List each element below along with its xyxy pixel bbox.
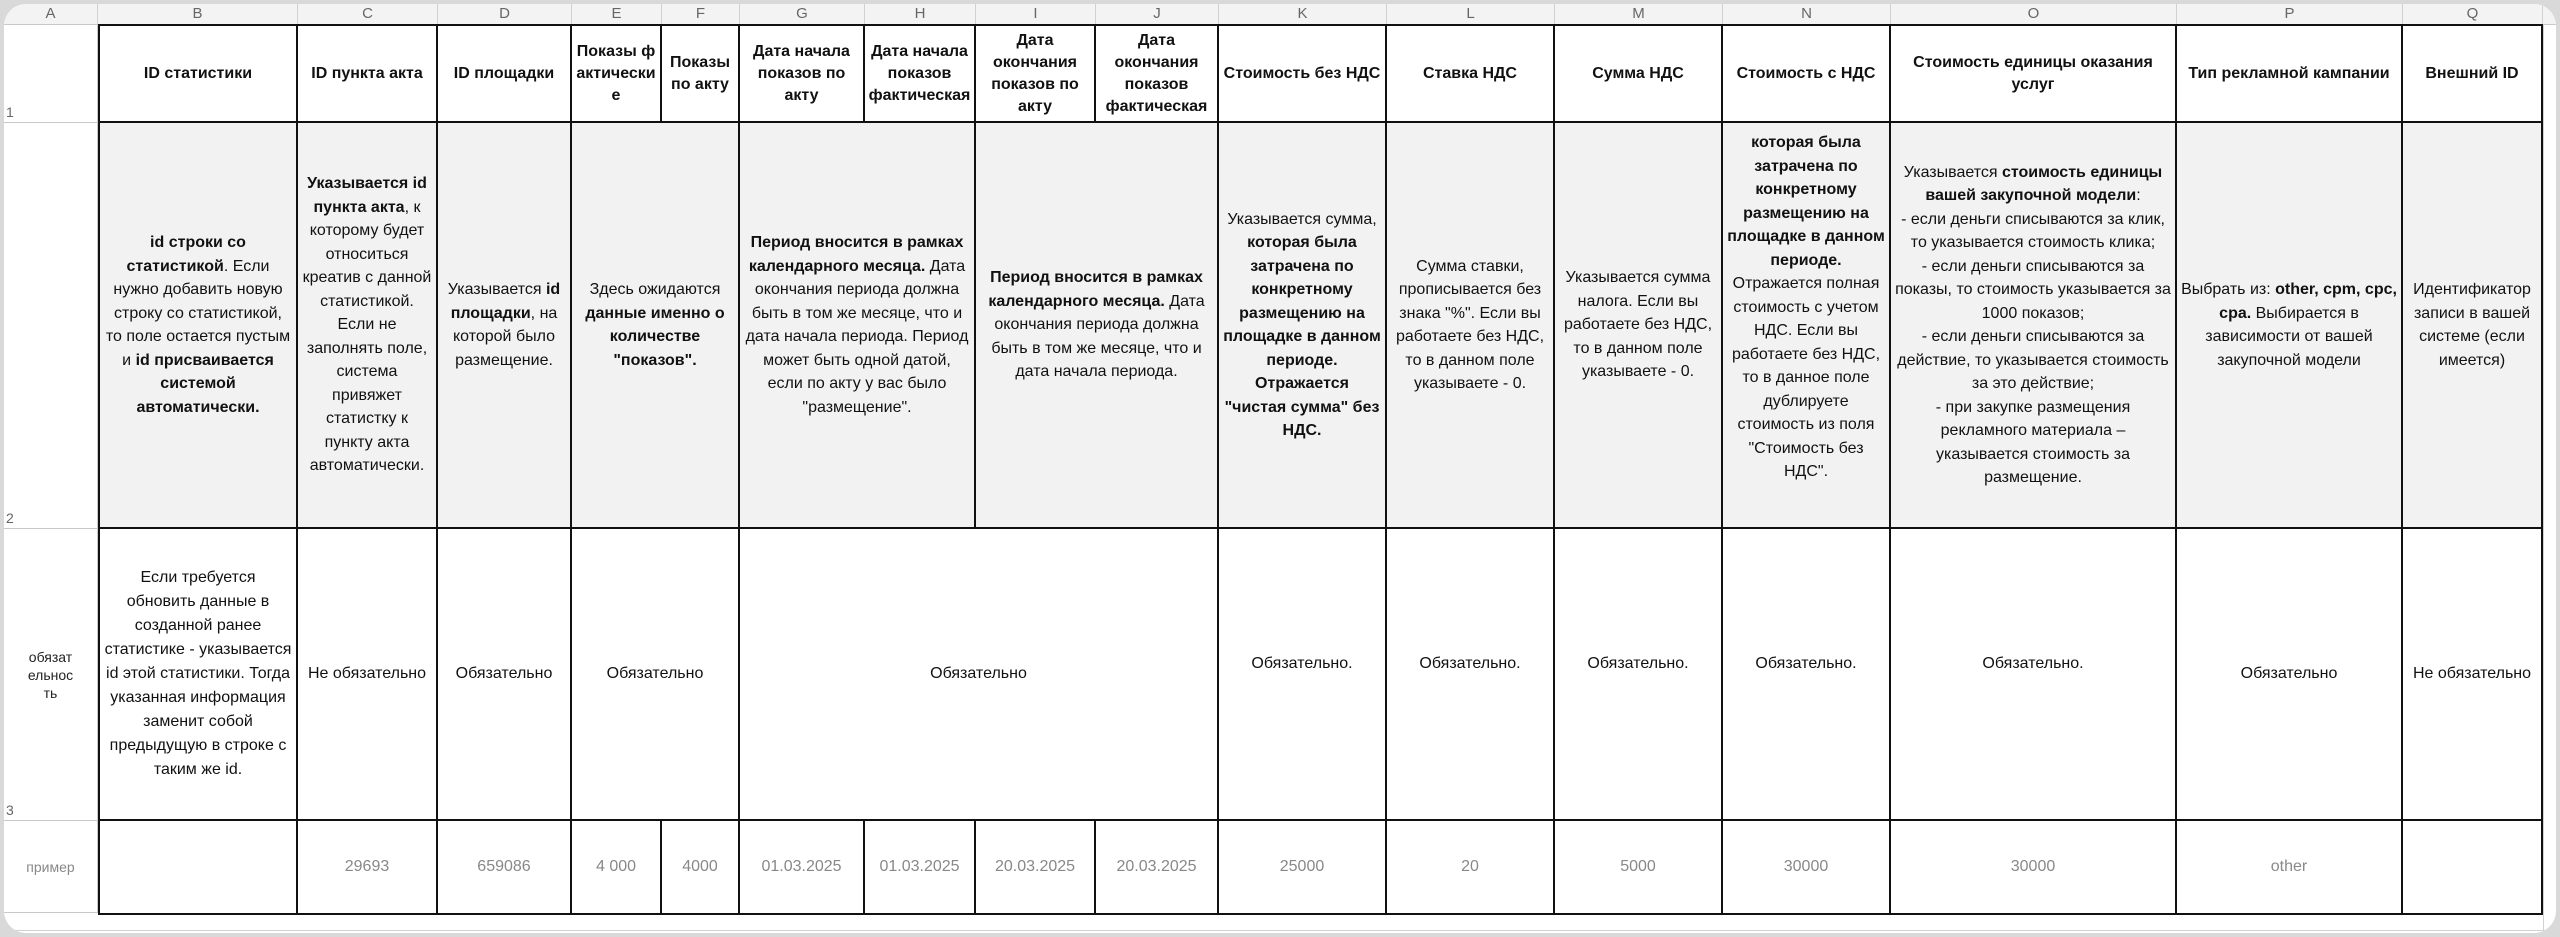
header-vat-rate[interactable]: Ставка НДС <box>1387 26 1555 123</box>
example-end-date-actual[interactable]: 20.03.2025 <box>1096 821 1219 915</box>
desc-text: Указывается <box>447 281 546 298</box>
desc-text: other, cpm, cpc, cpa. <box>2219 281 2397 322</box>
column-header-o[interactable]: O <box>1891 4 2177 24</box>
desc-text: Дата окончания периода должна быть в том же месяце, что и дата начала периода. <box>991 292 1205 381</box>
example-cost-with-vat[interactable]: 30000 <box>1723 821 1891 915</box>
header-id-statistics[interactable]: ID статистики <box>100 26 298 123</box>
column-header-k[interactable]: K <box>1219 4 1387 24</box>
desc-id-act-item[interactable] <box>298 123 438 529</box>
desc-text: Указывается id пункта акта <box>307 175 427 216</box>
column-header-l[interactable]: L <box>1387 4 1555 24</box>
column-header-m[interactable]: M <box>1555 4 1723 24</box>
row-3-header[interactable] <box>4 529 98 821</box>
example-unit-cost[interactable]: 30000 <box>1891 821 2177 915</box>
header-impressions-act[interactable]: Показы по акту <box>662 26 740 123</box>
column-header-f[interactable]: F <box>662 4 740 24</box>
example-cost-without-vat[interactable]: 25000 <box>1219 821 1387 915</box>
column-header-g[interactable]: G <box>740 4 865 24</box>
example-vat-amount[interactable]: 5000 <box>1555 821 1723 915</box>
header-cost-with-vat[interactable]: Стоимость с НДС <box>1723 26 1891 123</box>
required-impressions[interactable]: Обязательно <box>572 529 740 821</box>
desc-text: которая была затрачена по конкретному размещению на площадке в данном периоде. <box>1727 134 1885 269</box>
header-vat-amount[interactable]: Сумма НДС <box>1555 26 1723 123</box>
desc-text: id площадки <box>450 281 561 322</box>
desc-list-item: - при закупке размещения рекламного материала – указывается стоимость за размещение. <box>1935 398 2131 486</box>
required-campaign-type[interactable]: Обязательно <box>2177 529 2403 821</box>
required-dates[interactable]: Обязательно <box>740 529 1219 821</box>
column-header-j[interactable]: J <box>1096 4 1219 24</box>
desc-external-id[interactable]: Идентификатор записи в вашей системе (если имеется) <box>2403 123 2543 529</box>
desc-campaign-type[interactable] <box>2177 123 2403 529</box>
desc-text: Дата окончания периода должна быть в том же месяце, что и дата начала периода. Период может быть одной датой, если по акту у вас было "размещение". <box>745 257 969 416</box>
example-start-date-act[interactable]: 01.03.2025 <box>740 821 865 915</box>
example-campaign-type[interactable]: other <box>2177 821 2403 915</box>
example-id-act-item[interactable]: 29693 <box>298 821 438 915</box>
header-unit-cost[interactable]: Стоимость единицы оказания услуг <box>1891 26 2177 123</box>
desc-end-dates[interactable] <box>976 123 1219 529</box>
required-external-id[interactable]: Не обязательно <box>2403 529 2543 821</box>
desc-text: . Если нужно добавить новую строку со статистикой, то поле остается пустым и <box>105 257 291 369</box>
column-header-c[interactable]: C <box>298 4 438 24</box>
example-end-date-act[interactable]: 20.03.2025 <box>976 821 1096 915</box>
required-row-label: обязательность <box>27 648 74 701</box>
row-number: 2 <box>6 510 14 526</box>
required-id-statistics[interactable]: Если требуется обновить данные в созданной ранее статистике - указывается id этой статистики. Тогда указанная информация заменит собой предыдущую в строке с таким же id. <box>100 529 298 821</box>
desc-id-platform[interactable] <box>438 123 572 529</box>
desc-unit-cost[interactable] <box>1891 123 2177 529</box>
row-1-header[interactable] <box>4 24 98 123</box>
example-external-id[interactable] <box>2403 821 2543 915</box>
row-4-header[interactable] <box>4 821 98 913</box>
desc-text: Период вносится в рамках календарного месяца. <box>988 269 1203 310</box>
header-external-id[interactable]: Внешний ID <box>2403 26 2543 123</box>
example-row-label: пример <box>26 858 75 875</box>
desc-list-item: - если деньги списываются за действие, то указывается стоимость за это действие; <box>1897 328 2169 392</box>
desc-text: Указывается <box>1903 163 2002 181</box>
desc-text: которая была затрачена по конкретному размещению на площадке в данном периоде. Отражается "чистая сумма" без НДС. <box>1223 234 1381 439</box>
desc-vat-rate[interactable]: Сумма ставки, прописывается без знака "%". Если вы работаете без НДС, то в данном поле указываете - 0. <box>1387 123 1555 529</box>
desc-list-item: - если деньги списываются за клик, то указывается стоимость клика; <box>1901 210 2165 251</box>
header-id-act-item[interactable]: ID пункта акта <box>298 26 438 123</box>
required-vat-rate[interactable]: Обязательно. <box>1387 529 1555 821</box>
desc-text: , на которой было размещение. <box>452 304 558 369</box>
desc-cost-without-vat[interactable] <box>1219 123 1387 529</box>
example-id-platform[interactable]: 659086 <box>438 821 572 915</box>
desc-text: Указывается сумма, <box>1227 210 1377 228</box>
required-vat-amount[interactable]: Обязательно. <box>1555 529 1723 821</box>
header-start-date-act[interactable]: Дата начала показов по акту <box>740 26 865 123</box>
desc-text: id присваивается системой автоматически. <box>135 351 274 416</box>
column-header-b[interactable]: B <box>98 4 298 24</box>
column-header-d[interactable]: D <box>438 4 572 24</box>
header-cost-without-vat[interactable]: Стоимость без НДС <box>1219 26 1387 123</box>
desc-text: : <box>2136 187 2141 204</box>
desc-text: Отражается полная стоимость с учетом НДС. Если вы работаете без НДС, то в данное поле дублируете стоимость из поля "Стоимость без НДС". <box>1731 275 1881 480</box>
required-unit-cost[interactable]: Обязательно. <box>1891 529 2177 821</box>
desc-text: Выбрать из: <box>2181 281 2276 298</box>
header-end-date-act[interactable]: Дата окончания показов по акту <box>976 26 1096 123</box>
example-impressions-act[interactable]: 4000 <box>662 821 740 915</box>
desc-start-dates[interactable] <box>740 123 976 529</box>
desc-text: данные именно о количестве "показов". <box>585 304 725 369</box>
desc-list-item: - если деньги списываются за показы, то стоимость указывается за 1000 показов; <box>1895 257 2171 322</box>
required-id-platform[interactable]: Обязательно <box>438 529 572 821</box>
desc-text: , к которому будет относиться креатив с данной статистикой. Если не заполнять поле, система привяжет статистку к пункту акта автоматически. <box>302 198 432 475</box>
required-id-act-item[interactable]: Не обязательно <box>298 529 438 821</box>
row-2-header[interactable] <box>4 123 98 529</box>
required-cost-without-vat[interactable]: Обязательно. <box>1219 529 1387 821</box>
spreadsheet <box>4 4 2556 933</box>
header-campaign-type[interactable]: Тип рекламной кампании <box>2177 26 2403 123</box>
desc-text: Период вносится в рамках календарного месяца. <box>748 234 964 275</box>
column-header-a[interactable]: A <box>4 4 98 24</box>
row-number: 1 <box>6 104 14 120</box>
header-end-date-actual[interactable]: Дата окончания показов фактическая <box>1096 26 1219 123</box>
header-impressions-actual[interactable]: Показы фактические <box>572 26 662 123</box>
desc-impressions[interactable] <box>572 123 740 529</box>
column-header-q[interactable]: Q <box>2403 4 2543 24</box>
example-id-statistics[interactable] <box>100 821 298 915</box>
example-impressions-actual[interactable]: 4 000 <box>572 821 662 915</box>
desc-id-statistics[interactable] <box>100 123 298 529</box>
column-header-p[interactable]: P <box>2177 4 2403 24</box>
column-header-bar <box>4 4 2556 25</box>
header-id-platform[interactable]: ID площадки <box>438 26 572 123</box>
desc-text: стоимость единицы вашей закупочной модели <box>1925 163 2163 204</box>
desc-vat-amount[interactable]: Указывается сумма налога. Если вы работаете без НДС, то в данном поле указываете - 0. <box>1555 123 1723 529</box>
desc-cost-with-vat[interactable] <box>1723 123 1891 529</box>
column-header-n[interactable]: N <box>1723 4 1891 24</box>
desc-text: Здесь ожидаются <box>589 281 721 298</box>
column-header-i[interactable]: I <box>976 4 1096 24</box>
desc-text: Выбирается в зависимости от вашей закупочной модели <box>2205 304 2373 369</box>
header-start-date-actual[interactable]: Дата начала показов фактическая <box>865 26 976 123</box>
example-start-date-actual[interactable]: 01.03.2025 <box>865 821 976 915</box>
empty-row-gridline <box>4 930 2556 931</box>
empty-column-gridline <box>2543 24 2544 930</box>
row-number: 3 <box>6 802 14 818</box>
desc-text: id строки со статистикой <box>126 234 246 275</box>
column-header-e[interactable]: E <box>572 4 662 24</box>
column-header-h[interactable]: H <box>865 4 976 24</box>
example-vat-rate[interactable]: 20 <box>1387 821 1555 915</box>
required-cost-with-vat[interactable]: Обязательно. <box>1723 529 1891 821</box>
